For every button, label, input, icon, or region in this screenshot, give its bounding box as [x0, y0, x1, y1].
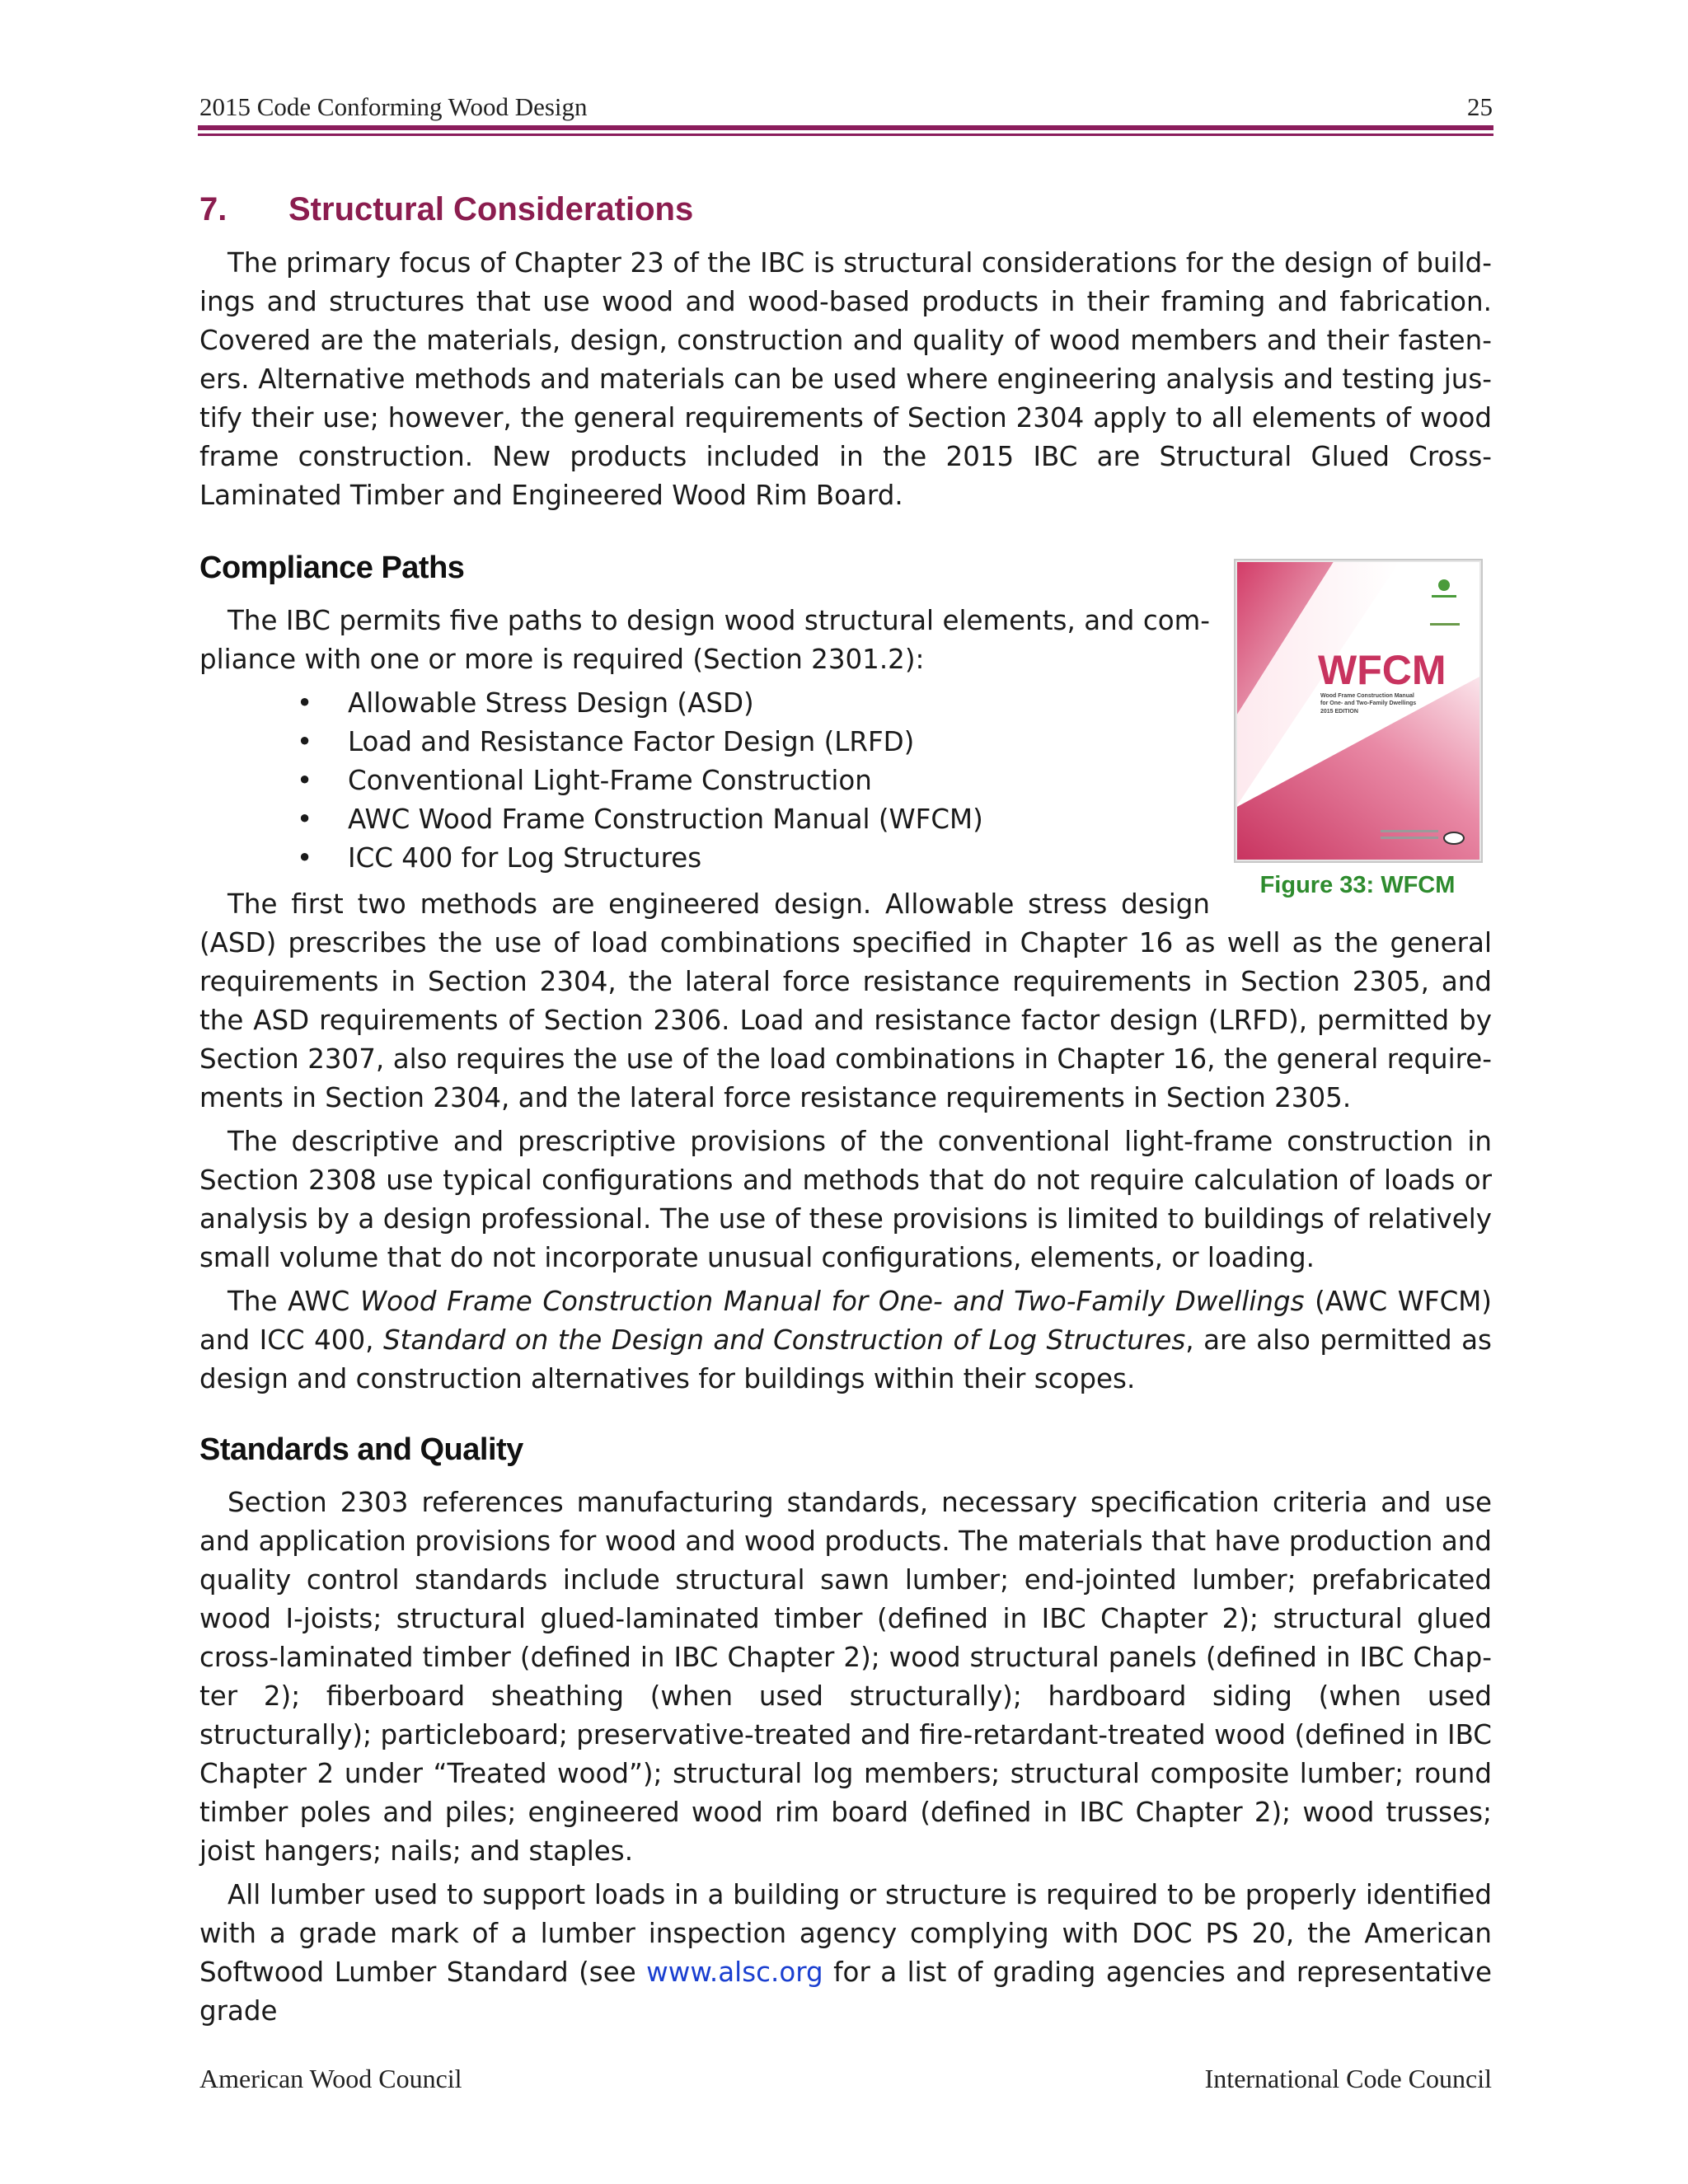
header-rule-thin: [198, 134, 1493, 136]
section-intro-paragraph: The primary focus of Chapter 23 of the IBC is structural considerations for the design of buildings and structures that use wood and wood-based products in their framing and fabrication. Covered are the materials, design, construction and quality of wood members and their fasteners. Alternative methods and materials can be used where engineering analysis and testing justify their use; however, the general requirements of Section 2304 apply to all elements of wood frame construction. New products included in the 2015 IBC are Structural Glued Cross-Laminated Timber and Engineered Wood Rim Board.: [199, 247, 1492, 511]
ww-logo-icon: [1438, 579, 1450, 591]
bullet-item-wfcm: • AWC Wood Frame Construction Manual (WFCM): [297, 804, 983, 835]
bullet-item-conventional: • Conventional Light-Frame Construction: [297, 765, 872, 796]
conventional-construction-paragraph: The descriptive and prescriptive provisions of the conventional light-frame construction in Section 2308 use typical configurations and methods that do not require calculation of loads or analysis by a design professional. The use of these provisions is limited to buildings of relatively small volume that do not incorporate unusual configurations, elements, or loading.: [199, 1126, 1492, 1273]
figure-caption: Figure 33: WFCM: [1259, 872, 1456, 898]
wfcm-title-italic: Wood Frame Construction Manual for One- and Two-Family Dwellings: [359, 1286, 1305, 1317]
engineered-design-paragraph: (ASD) prescribes the use of load combinations specified in Chapter 16 as well as the general requirements in Section 2304, the lateral force resistance requirements in Section 2305, and the ASD requirements of Section 2306. Load and resistance factor design (LRFD), permitted by Section 2307, also requires the use of the load combinations in Chapter 16, the general requirements in Section 2304, and the lateral force resistance requirements in Section 2305.: [199, 927, 1492, 1113]
wfcm-cover-graphic: [1236, 560, 1481, 861]
section-number: 7.: [199, 191, 227, 227]
header-rule-thick: [198, 125, 1493, 130]
cover-subtitle-1: Wood Frame Construction Manual: [1320, 693, 1414, 699]
compliance-paths-heading: Compliance Paths: [199, 551, 465, 585]
engineered-design-paragraph-line1: The first two methods are engineered design. Allowable stress design: [227, 888, 1210, 920]
footer-left: American Wood Council: [199, 2064, 462, 2093]
bullet-item-icc400: • ICC 400 for Log Structures: [297, 842, 702, 874]
compliance-intro-paragraph: The IBC permits five paths to design wood structural elements, and compliance with one or more is required (Section 2301.2):: [199, 605, 1210, 675]
standards-quality-heading: Standards and Quality: [199, 1432, 523, 1467]
page-number: 25: [1467, 92, 1493, 121]
bullet-item-lrfd: • Load and Resistance Factor Design (LRFD): [297, 726, 915, 757]
alsc-link[interactable]: www.alsc.org: [646, 1957, 823, 1988]
section-title: Structural Considerations: [288, 191, 694, 227]
footer-right: International Code Council: [1204, 2064, 1492, 2093]
cover-title: WFCM: [1318, 647, 1447, 693]
lumber-grade-paragraph: All lumber used to support loads in a building or structure is required to be properly identified with a grade mark of a lumber inspection agency complying with DOC PS 20, the American Softwood Lumber Standard (see www.alsc.org for a list of grading agencies and representative grade: [199, 1879, 1492, 2027]
standards-paragraph: Section 2303 references manufacturing standards, necessary specification criteria and use and application provisions for wood and wood products. The materials that have production and quality control standards include structural sawn lumber; end-jointed lumber; prefabricated wood I-joists; structural glued-laminated timber (defined in IBC Chapter 2); structural glued cross-laminated timber (defined in IBC Chapter 2); wood structural panels (defined in IBC Chapter 2); fiberboard sheathing (when used structurally); hardboard siding (when used structurally); particleboard; preservative-treated and fire-retardant-treated wood (defined in IBC Chapter 2 under “Treated wood”); structural log members; structural composite lumber; round timber poles and piles; engineered wood rim board (defined in IBC Chapter 2); wood trusses; joist hangers; nails; and staples.: [199, 1487, 1492, 1867]
cover-edition: 2015 EDITION: [1320, 709, 1358, 715]
cover-subtitle-2: for One- and Two-Family Dwellings: [1320, 701, 1417, 706]
running-header-title: 2015 Code Conforming Wood Design: [199, 92, 588, 121]
section-heading: [199, 191, 693, 228]
icc400-title-italic: Standard on the Design and Construction of Log Structures: [382, 1324, 1186, 1356]
icc-logo-icon: [1444, 832, 1464, 844]
wfcm-icc400-paragraph: The AWC Wood Frame Construction Manual for One- and Two-Family Dwellings (AWC WFCM) and ICC 400, Standard on the Design and Construction of Log Structures, are also permitted as design and construction alternatives for buildings within their scopes.: [199, 1286, 1492, 1394]
wfcm-cover-image: [1234, 559, 1483, 863]
bullet-item-asd: • Allowable Stress Design (ASD): [297, 687, 754, 719]
